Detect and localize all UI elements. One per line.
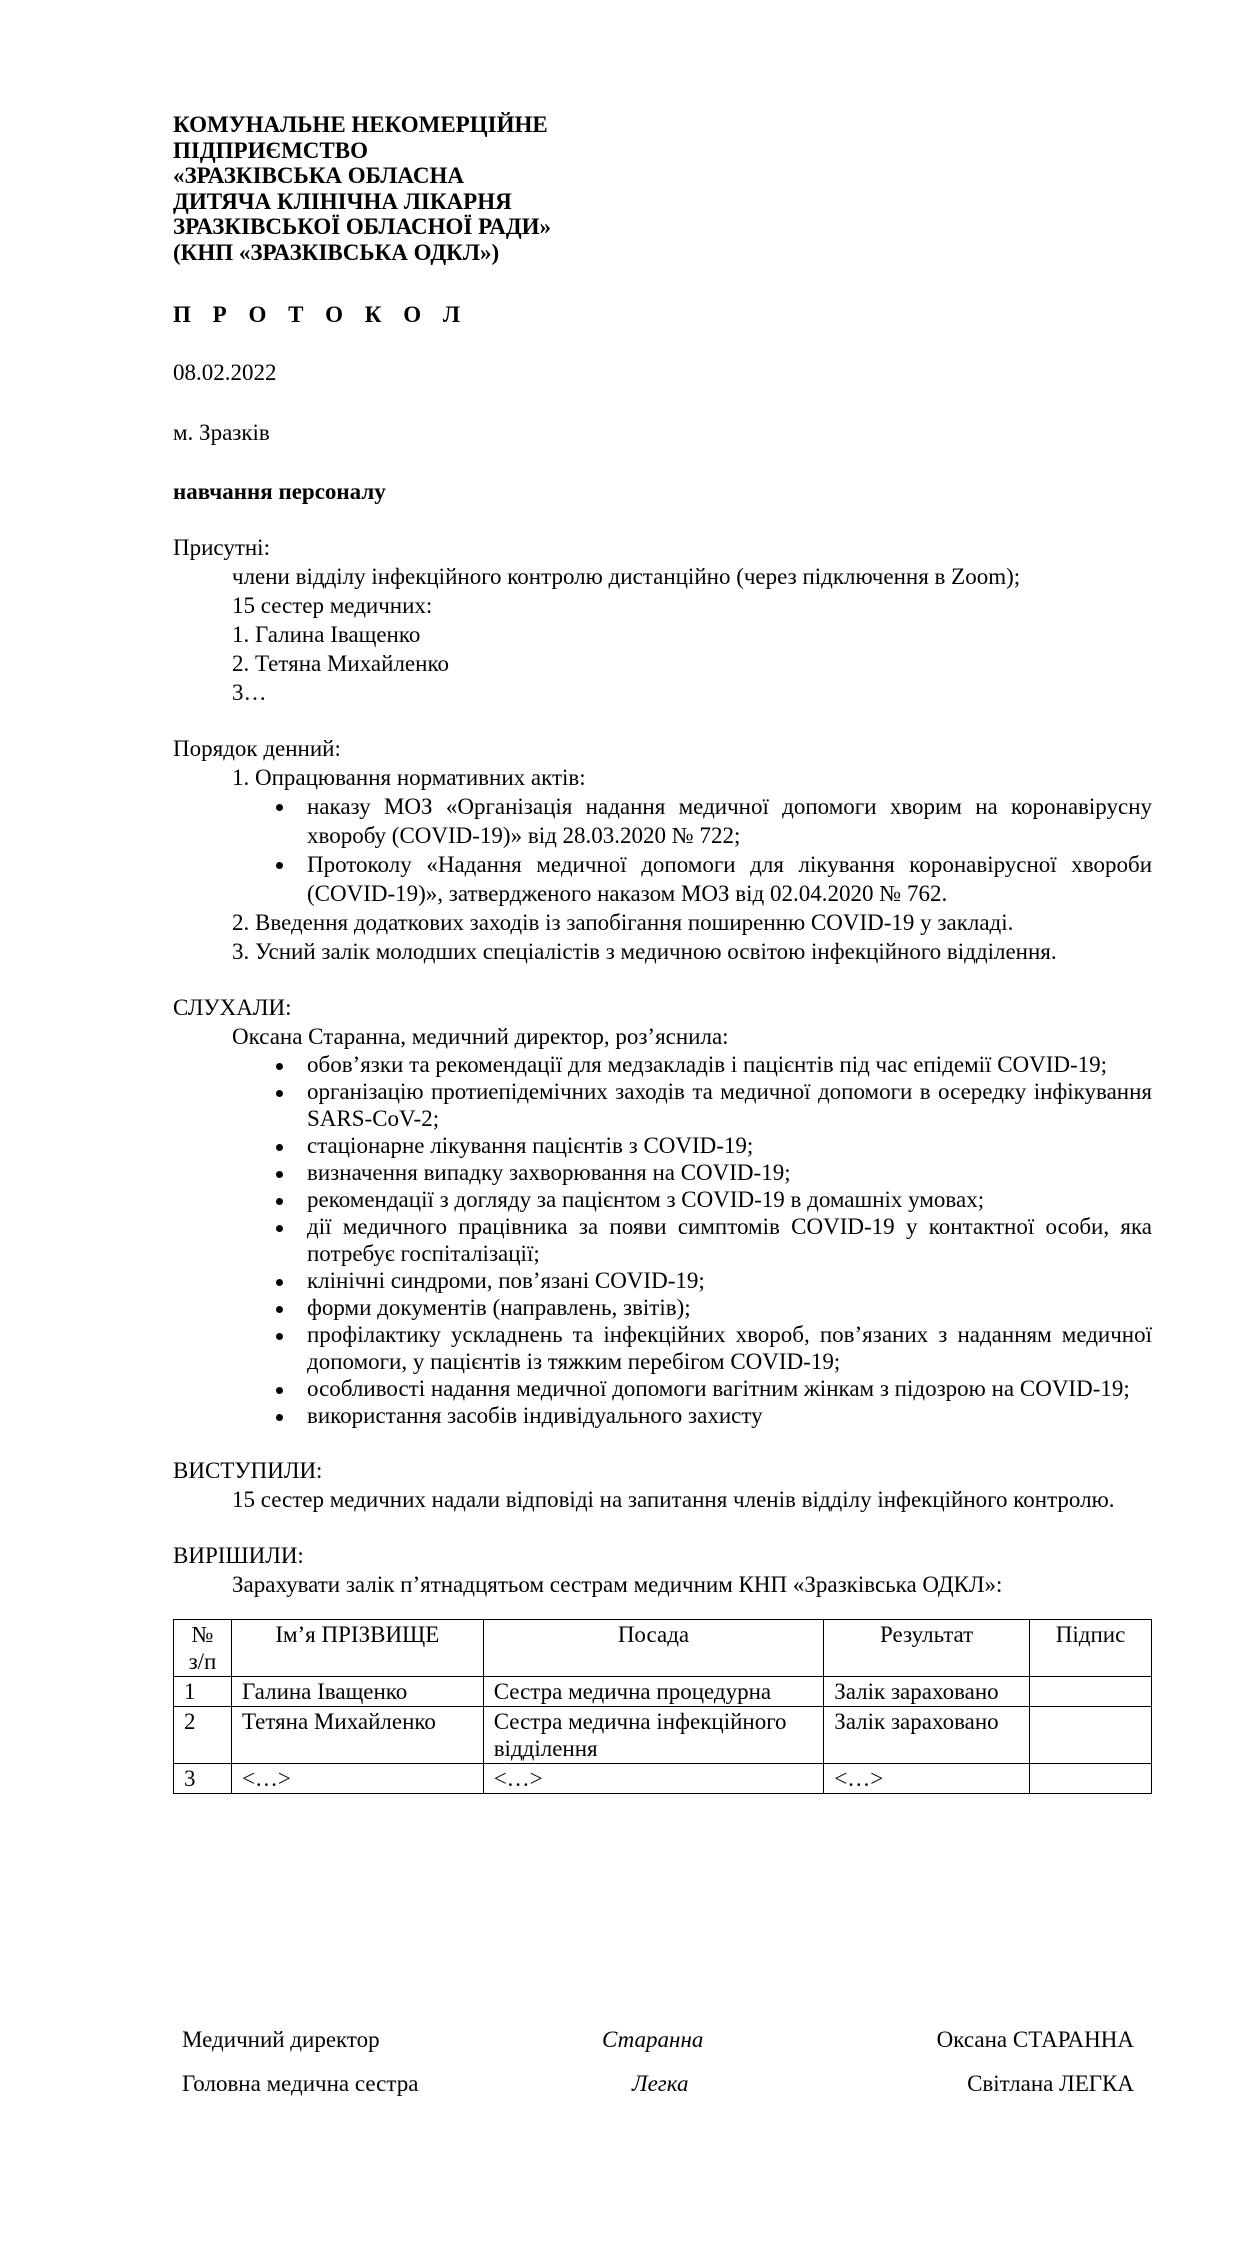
table-cell [1030,1764,1152,1794]
present-line: 1. Галина Іващенко [232,622,421,647]
results-table [173,1619,1152,1794]
table-cell: 1 [174,1677,232,1707]
agenda-item-3: 3. Усний залік молодших спеціалістів з медичною освітою інфекційного відділення. [232,939,1057,964]
present-line: 15 сестер медичних: [232,593,433,618]
spoke-text: 15 сестер медичних надали відповіді на запитання членів відділу інфекційного контролю. [232,1487,1115,1512]
table-header-cell: Посада [483,1620,824,1677]
table-cell: 3 [174,1764,232,1794]
document-date: 08.02.2022 [173,360,277,385]
signature-role: Головна медична сестра [182,2071,419,2096]
heard-bullet: особливості надання медичної допомоги вагітним жінкам з підозрою на COVID-19; [173,1375,1152,1402]
heard-bullet: профілактику ускладнень та інфекційних хвороб, пов’язаних з наданням медичної допомоги, у пацієнтів із тяжким перебігом COVID-19; [173,1321,1152,1375]
agenda-item-2: 2. Введення додаткових заходів із запобігання поширенню COVID-19 у закладі. [232,910,1014,935]
handwritten-signature: Легка [632,2071,689,2096]
org-line: КОМУНАЛЬНЕ НЕКОМЕРЦІЙНЕ [173,112,548,137]
heard-heading: СЛУХАЛИ: [173,995,292,1020]
table-cell: Галина Іващенко [231,1677,483,1707]
heard-bullet: обов’язки та рекомендації для медзакладів і пацієнтів під час епідемії COVID-19; [173,1051,1152,1078]
table-cell: Тетяна Михайленко [231,1707,483,1764]
signature-name: Світлана ЛЕГКА [967,2071,1134,2096]
decided-heading: ВИРІШИЛИ: [173,1543,304,1568]
document-subject: навчання персоналу [173,479,386,504]
heard-bullet: організацію протиепідемічних заходів та медичної допомоги в осередку інфікування SARS-CoV-2; [173,1078,1152,1132]
present-line: 3… [232,680,267,705]
table-header-cell: № з/п [174,1620,232,1677]
org-line: ДИТЯЧА КЛІНІЧНА ЛІКАРНЯ [173,188,512,214]
present-line: члени відділу інфекційного контролю дистанційно (через підключення в Zoom); [232,564,1021,589]
heard-bullet: клінічні синдроми, пов’язані COVID-19; [173,1267,1152,1294]
agenda-bullet: Протоколу «Надання медичної допомоги для лікування коронавірусної хвороби (COVID-19)», затвердженого наказом МОЗ від 02.04.2020 № 762. [173,850,1152,908]
table-cell: Сестра медична процедурна [483,1677,824,1707]
heard-speaker: Оксана Старанна, медичний директор, роз’яснила: [232,1024,729,1049]
org-line: «ЗРАЗКІВСЬКА ОБЛАСНА [173,163,464,188]
heard-list [173,1051,1152,1429]
agenda-bullet: наказу МОЗ «Організація надання медичної допомоги хворим на коронавірусну хворобу (COVID-19)» від 28.03.2020 № 722; [173,792,1152,850]
heard-bullet: рекомендації з догляду за пацієнтом з COVID-19 в домашніх умовах; [173,1186,1152,1213]
table-cell: Залік зараховано [824,1677,1030,1707]
table-header-row [174,1620,1152,1677]
table-cell: 2 [174,1707,232,1764]
org-line: (КНП «ЗРАЗКІВСЬКА ОДКЛ») [173,239,500,265]
table-cell: <…> [231,1764,483,1794]
document-city: м. Зразків [173,420,270,445]
org-line: ПІДПРИЄМСТВО [173,137,368,163]
decided-text: Зарахувати залік п’ятнадцятьом сестрам медичним КНП «Зразківська ОДКЛ»: [232,1572,1003,1597]
signature-line-head-nurse [182,2069,1134,2099]
spoke-heading: ВИСТУПИЛИ: [173,1458,323,1483]
heard-bullet: використання засобів індивідуального захисту [173,1402,1152,1429]
table-cell: <…> [483,1764,824,1794]
table-cell: Залік зараховано [824,1707,1030,1764]
present-heading: Присутні: [173,535,270,560]
table-row [174,1707,1152,1764]
org-line: ЗРАЗКІВСЬКОЇ ОБЛАСНОЇ РАДИ» [173,214,552,239]
signature-role: Медичний директор [182,2027,380,2052]
table-header-cell: Результат [824,1620,1030,1677]
table-cell: <…> [824,1764,1030,1794]
present-list [173,562,1152,707]
table-row [174,1764,1152,1794]
table-header-cell: Ім’я ПРІЗВИЩЕ [231,1620,483,1677]
agenda-item-1-list [173,792,1152,908]
table-cell: Сестра медична інфекційного відділення [483,1707,824,1764]
table-cell [1030,1677,1152,1707]
present-line: 2. Тетяна Михайленко [232,651,449,676]
heard-bullet: форми документів (направлень, звітів); [173,1294,1152,1321]
table-row [174,1677,1152,1707]
heard-bullet: визначення випадку захворювання на COVID-19; [173,1159,1152,1186]
document-title: П Р О Т О К О Л [173,302,469,327]
signature-line-medical-director [182,2025,1134,2055]
organization-header [173,112,1152,265]
document-page [173,112,1152,1794]
heard-bullet: дії медичного працівника за появи симптомів COVID-19 у контактної особи, яка потребує госпіталізації; [173,1213,1152,1267]
agenda-item-1: 1. Опрацювання нормативних актів: [232,765,586,790]
table-cell [1030,1707,1152,1764]
signature-name: Оксана СТАРАННА [936,2027,1134,2052]
table-header-cell: Підпис [1030,1620,1152,1677]
heard-bullet: стаціонарне лікування пацієнтів з COVID-19; [173,1132,1152,1159]
handwritten-signature: Старанна [602,2027,704,2052]
agenda-heading: Порядок денний: [173,736,341,761]
